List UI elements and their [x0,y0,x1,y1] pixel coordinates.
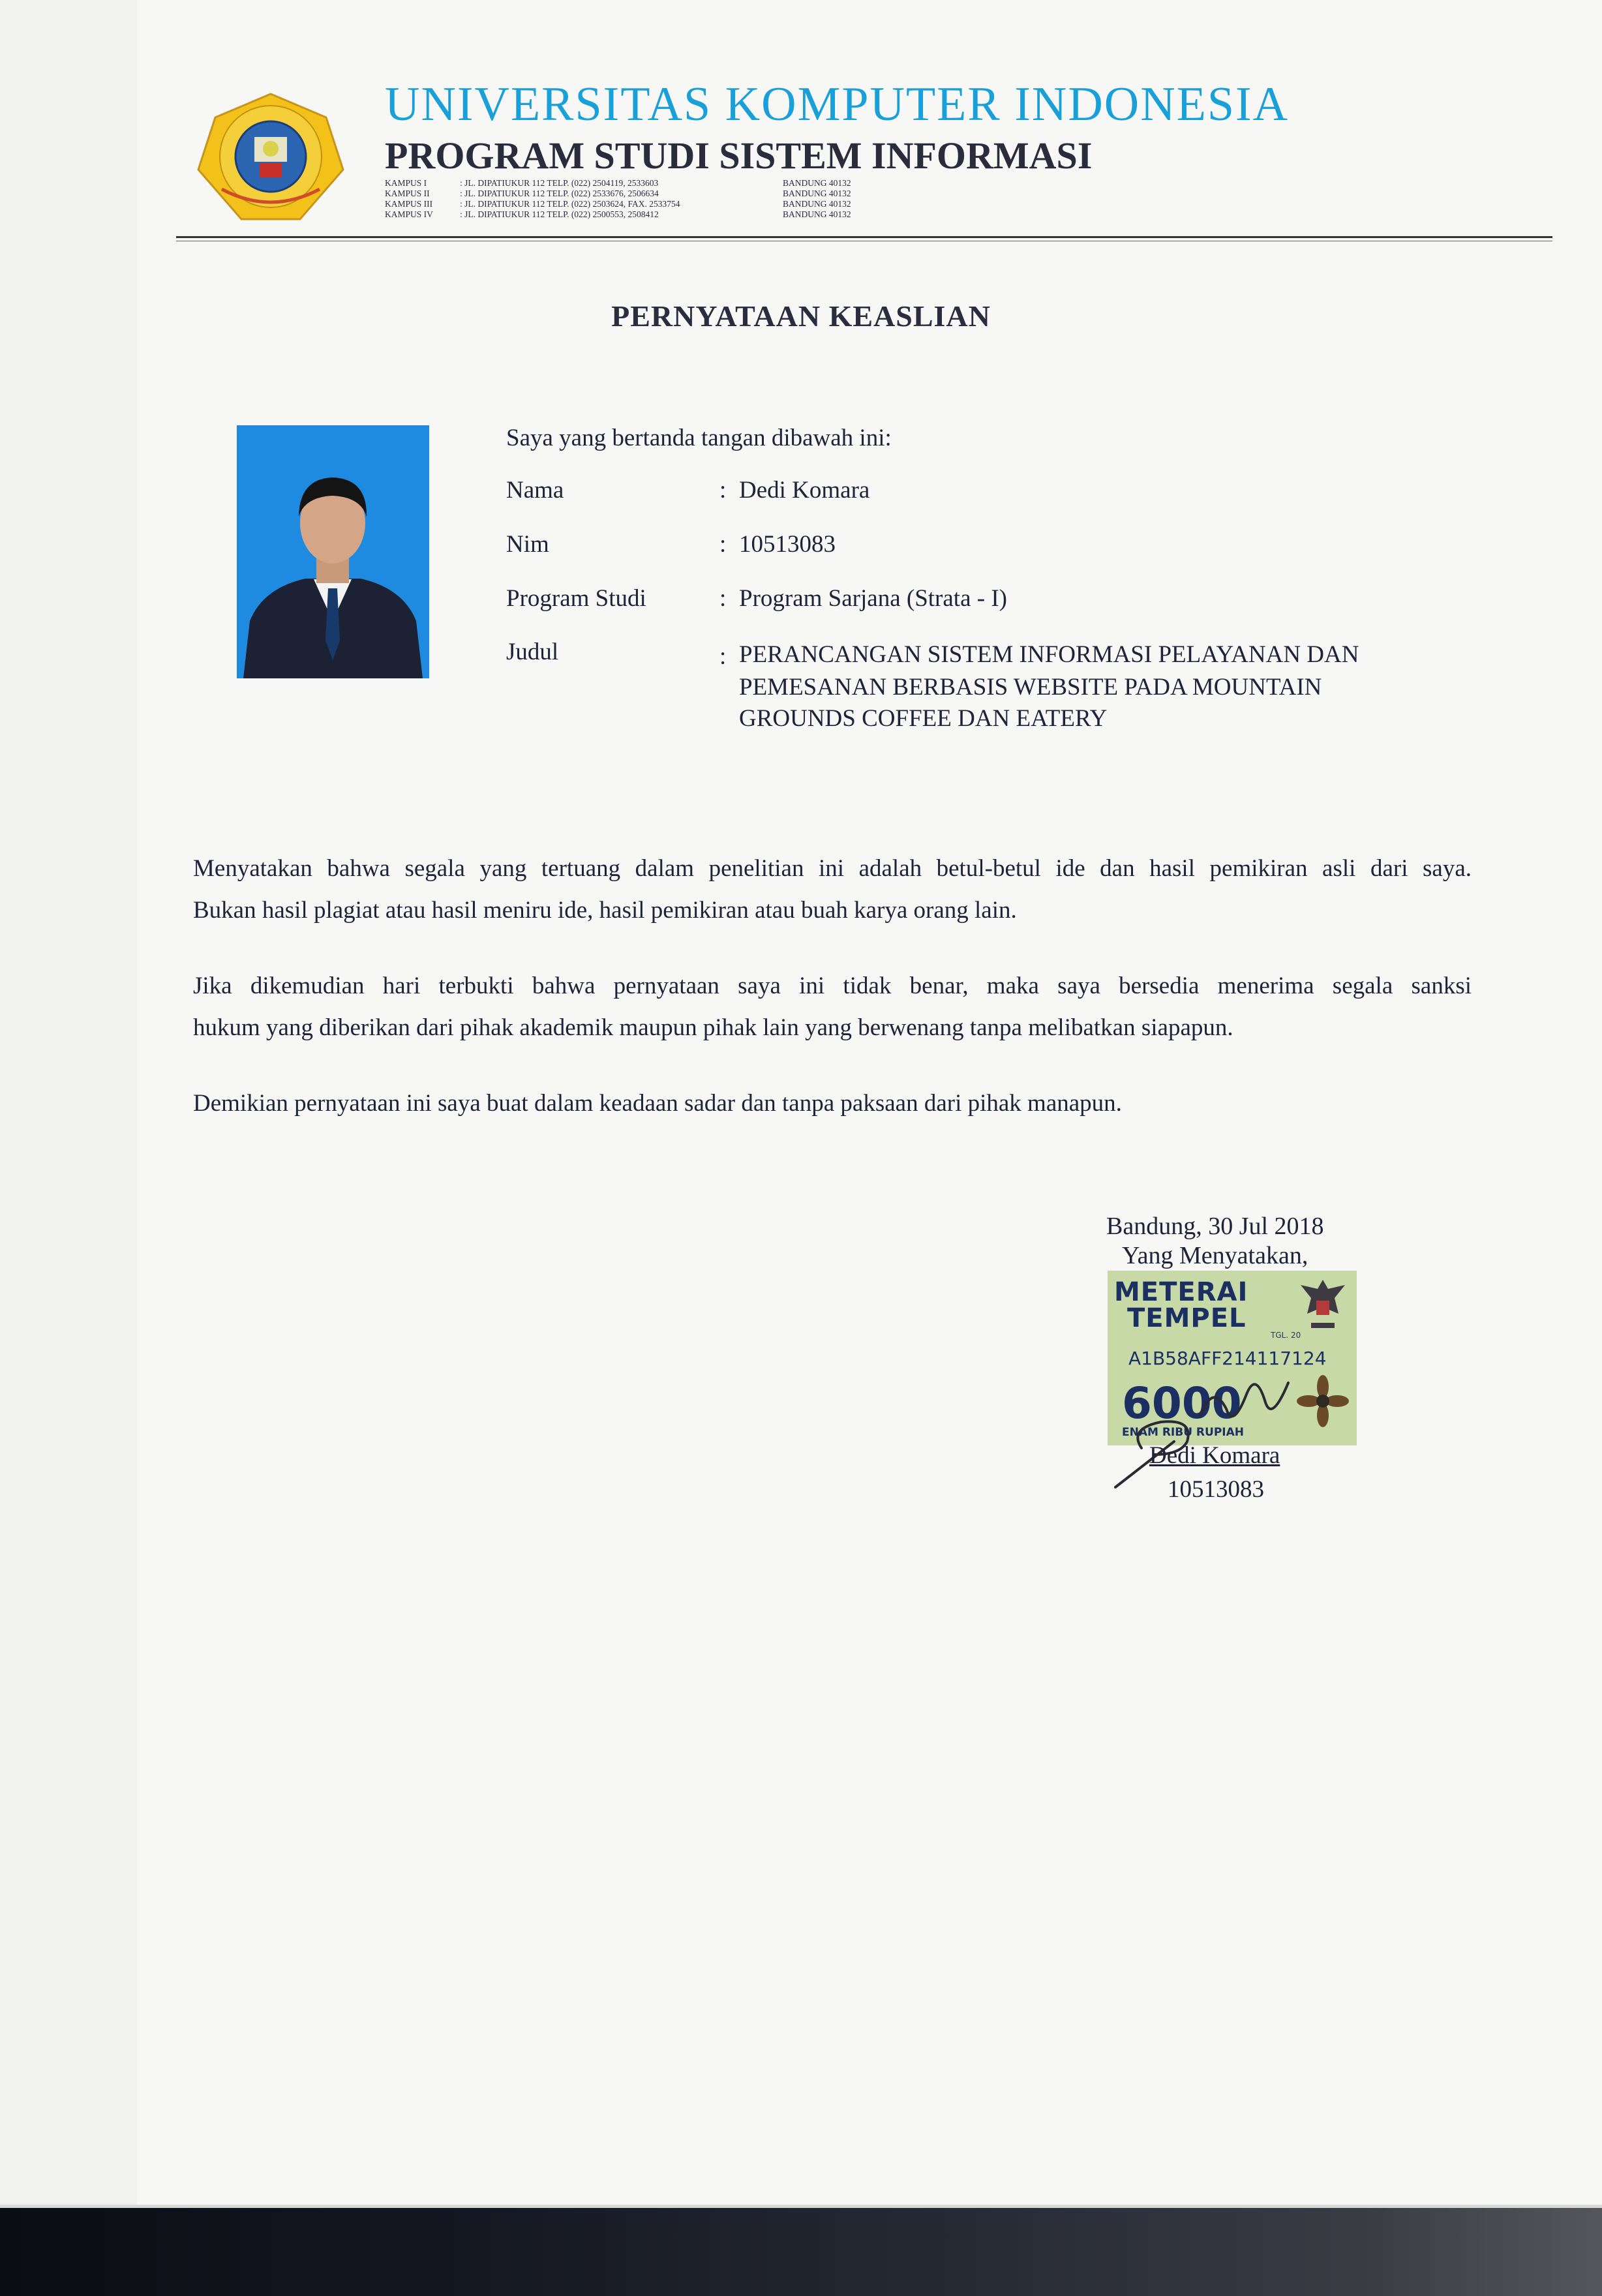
statement-paragraph [193,1083,1472,1125]
nim-label: Nim [506,531,549,558]
program-label: Program Studi [506,585,646,612]
intro-text: Saya yang bertanda tangan dibawah ini: [506,425,892,451]
thesis-title-line: PERANCANGAN SISTEM INFORMASI PELAYANAN DAN [739,641,1359,668]
campus-city: BANDUNG 40132 [783,189,851,198]
scan-shadow [0,2208,1602,2296]
stamp-value: 6000 [1122,1378,1242,1428]
title-label: Judul [506,639,559,665]
program-value: Program Sarjana (Strata - I) [739,585,1007,612]
title-colon: : [719,643,727,670]
statement-paragraph [193,965,1472,1049]
paragraph-line: Demikian pernyataan ini saya buat dalam keadaan sadar dan tanpa paksaan dari pihak manapun. [193,1090,1122,1117]
campus-city: BANDUNG 40132 [783,199,851,209]
program-colon: : [719,585,727,612]
paragraph-line: Jika dikemudian hari terbukti bahwa pernyataan saya ini tidak benar, maka saya bersedia menerima segala sanksi [193,973,1472,999]
campus-row [385,209,907,220]
university-name: UNIVERSITAS KOMPUTER INDONESIA [385,78,1290,131]
campus-row [385,199,907,209]
nim-value: 10513083 [739,531,836,558]
campus-name: KAMPUS III [385,199,433,209]
thesis-title-line: PEMESANAN BERBASIS WEBSITE PADA MOUNTAIN [739,674,1322,701]
campus-name: KAMPUS I [385,178,427,188]
campus-address: : JL. DIPATIUKUR 112 TELP. (022) 2500553, 2508412 [460,209,659,219]
campus-city: BANDUNG 40132 [783,209,851,219]
signer-name: Dedi Komara [1149,1442,1280,1469]
nim-colon: : [719,531,727,558]
statement-paragraph [193,848,1472,931]
paragraph-line: hukum yang diberikan dari pihak akademik maupun pihak lain yang berwenang tanpa melibatkan siapapun. [193,1014,1233,1041]
letterhead-divider [176,236,1552,238]
campus-name: KAMPUS II [385,189,430,198]
stamp-value-words: ENAM RIBU RUPIAH [1122,1426,1244,1439]
campus-name: KAMPUS IV [385,209,433,219]
unikom-logo [196,91,346,222]
thesis-title-line: GROUNDS COFFEE DAN EATERY [739,705,1108,732]
signature-role: Yang Menyatakan, [1122,1242,1308,1269]
campus-address: : JL. DIPATIUKUR 112 TELP. (022) 2533676, 2506634 [460,189,659,198]
paragraph-line: Menyatakan bahwa segala yang tertuang dalam penelitian ini adalah betul-betul ide dan hasil pemikiran asli dari saya. [193,855,1472,882]
document-title: PERNYATAAN KEASLIAN [611,299,991,333]
stamp-title-line: METERAI [1114,1277,1248,1307]
campus-row [385,178,907,189]
campus-city: BANDUNG 40132 [783,178,851,188]
name-value: Dedi Komara [739,477,870,504]
campus-row [385,189,907,199]
program-name: PROGRAM STUDI SISTEM INFORMASI [385,134,1093,177]
scan-margin [0,0,137,2296]
name-colon: : [719,477,727,504]
garuda-emblem-icon [1297,1276,1349,1335]
campus-address-list [385,178,907,220]
stamp-date-field: TGL. 20 [1271,1331,1301,1340]
campus-address: : JL. DIPATIUKUR 112 TELP. (022) 2504119, 2533603 [460,178,659,188]
paragraph-line: Bukan hasil plagiat atau hasil meniru ide, hasil pemikiran atau buah karya orang lain. [193,897,1017,924]
name-label: Nama [506,477,564,504]
signer-nim: 10513083 [1168,1476,1264,1503]
signature-place-date: Bandung, 30 Jul 2018 [1106,1213,1324,1240]
stamp-title-line: TEMPEL [1127,1303,1247,1333]
student-photo [237,425,429,678]
campus-address: : JL. DIPATIUKUR 112 TELP. (022) 2503624, FAX. 2533754 [460,199,680,209]
stamp-serial: A1B58AFF214117124 [1128,1348,1327,1369]
